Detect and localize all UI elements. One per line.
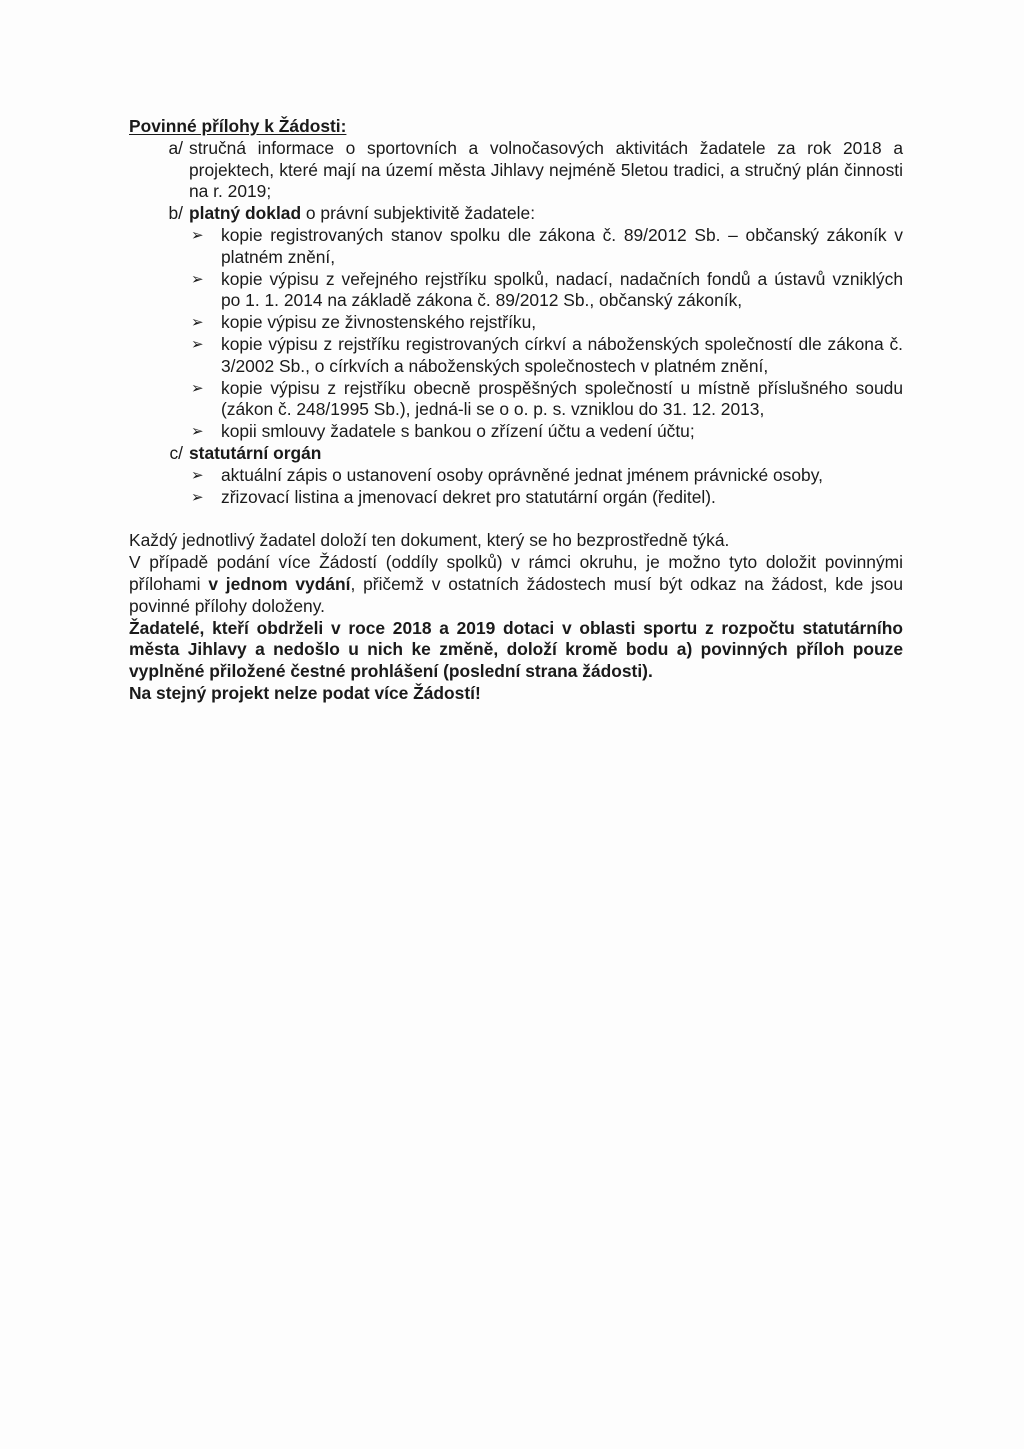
section-b-bold-label: platný doklad: [189, 203, 302, 224]
paragraph-2-after: , přičemž v ostatních žádostech musí být odkaz na žádost, kde jsou povinné přílohy doloženy.: [129, 573, 904, 616]
arrow-bullet-icon: ➢: [191, 488, 204, 506]
list-item: [189, 225, 903, 269]
arrow-bullet-icon: ➢: [191, 226, 204, 244]
document-content: [129, 116, 903, 705]
bullet-text: kopie výpisu z rejstříku obecně prospěšných společností u místně příslušného soudu (zákon č. 248/1995 Sb.), jedná-li se o o. p. s. vzniklou do 31. 12. 2013,: [221, 377, 903, 420]
paragraph-single-application-warning: Na stejný projekt nelze podat více Žádostí!: [129, 682, 481, 703]
paragraph-2-before: V případě podání více Žádostí (oddíly spolků) v rámci okruhu, je možno tyto doložit povinnými přílohami: [129, 552, 903, 594]
section-b-intro-rest: o právní subjektivitě žadatele:: [301, 203, 536, 224]
list-item: [189, 312, 903, 334]
section-b-body: [189, 203, 903, 443]
bullet-text: kopie registrovaných stanov spolku dle zákona č. 89/2012 Sb. – občanský zákoník v platném znění,: [221, 224, 903, 267]
list-item: [189, 378, 903, 422]
bullet-text: zřizovací listina a jmenovací dekret pro statutární orgán (ředitel).: [221, 486, 716, 507]
paragraph-each-applicant: Každý jednotlivý žadatel doloží ten dokument, který se ho bezprostředně týká.: [129, 530, 730, 551]
list-item: [189, 487, 903, 509]
bullet-text: kopie výpisu ze živnostenského rejstříku,: [221, 312, 537, 333]
bullet-text: kopii smlouvy žadatele s bankou o zřízení účtu a vedení účtu;: [221, 421, 695, 442]
list-item: [189, 334, 903, 378]
arrow-bullet-icon: ➢: [191, 314, 204, 332]
paragraph-2-bold: v jednom vydání: [208, 573, 351, 594]
arrow-bullet-icon: ➢: [191, 270, 204, 288]
section-a-text: stručná informace o sportovních a volnočasových aktivitách žadatele za rok 2018 a projektech, které mají na území města Jihlavy nejméně 5letou tradici, a stručný plán činnosti na r. 2019;: [189, 137, 903, 202]
arrow-bullet-icon: ➢: [191, 335, 204, 353]
section-c-bullet-list: [189, 465, 903, 509]
paragraph-multiple-applications: [129, 552, 903, 617]
bullet-text: aktuální zápis o ustanovení osoby oprávněné jednat jménem právnické osoby,: [221, 464, 823, 485]
section-a-marker: a/: [168, 137, 183, 158]
list-item: [189, 421, 903, 443]
section-c: [129, 443, 903, 508]
paragraph-previous-recipients: Žadatelé, kteří obdrželi v roce 2018 a 2019 dotaci v oblasti sportu z rozpočtu statutárního města Jihlavy a nedošlo u nich ke změně, doloží kromě bodu a) povinných příloh pouze vyplněné přiložené čestné prohlášení (poslední strana žádosti).: [129, 617, 903, 682]
section-a: [129, 138, 903, 203]
list-item: [189, 269, 903, 313]
arrow-bullet-icon: ➢: [191, 423, 204, 441]
section-c-body: [189, 443, 903, 508]
section-c-bold-label: statutární orgán: [189, 442, 322, 463]
bullet-text: kopie výpisu z rejstříku registrovaných církví a náboženských společností dle zákona č. 3/2002 Sb., o církvích a náboženských společnostech v platném znění,: [221, 333, 903, 376]
section-c-marker: c/: [169, 442, 183, 463]
notes-block: [129, 530, 903, 704]
section-b-intro: [189, 203, 903, 225]
arrow-bullet-icon: ➢: [191, 466, 204, 484]
section-b-bullet-list: [189, 225, 903, 443]
bullet-text: kopie výpisu z veřejného rejstříku spolků, nadací, nadačních fondů a ústavů vzniklých po 1. 1. 2014 na základě zákona č. 89/2012 Sb., občanský zákoník,: [221, 268, 903, 311]
list-item: [189, 465, 903, 487]
attachments-heading: Povinné přílohy k Žádosti:: [129, 116, 347, 136]
arrow-bullet-icon: ➢: [191, 379, 204, 397]
section-b: [129, 203, 903, 443]
section-b-marker: b/: [168, 203, 183, 224]
